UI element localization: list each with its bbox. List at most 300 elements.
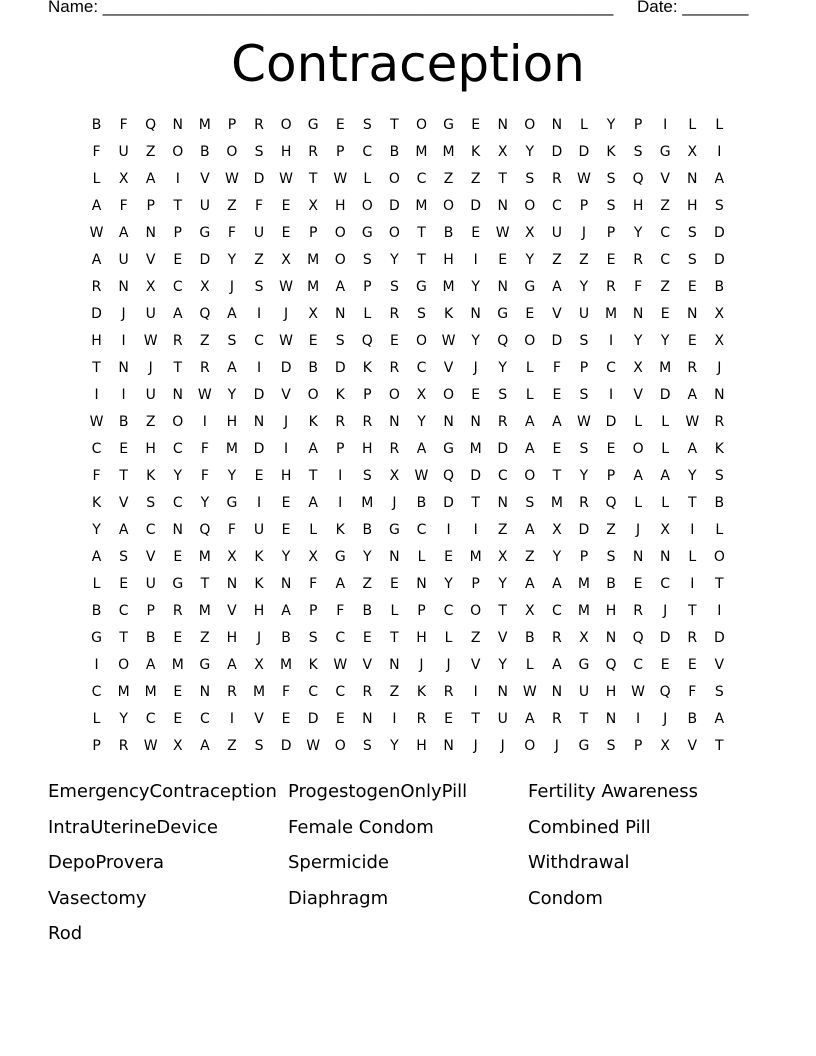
grid-letter: H: [632, 198, 644, 214]
grid-letter: R: [552, 171, 562, 187]
grid-letter: N: [443, 414, 454, 430]
grid-letter: V: [362, 657, 373, 673]
grid-letter: W: [333, 657, 348, 673]
grid-row: [83, 706, 733, 733]
grid-row: [83, 382, 733, 409]
name-field-label: Name: ______________________________________________________: [48, 0, 614, 16]
grid-letter: H: [686, 198, 698, 214]
grid-letter: J: [284, 414, 289, 430]
grid-letter: K: [335, 522, 345, 538]
grid-letter: C: [172, 279, 183, 295]
grid-letter: K: [308, 657, 318, 673]
grid-letter: Y: [687, 468, 697, 484]
grid-letter: X: [660, 522, 670, 538]
grid-letter: E: [552, 387, 562, 403]
grid-letter: P: [579, 198, 589, 214]
grid-letter: N: [416, 576, 427, 592]
grid-letter: K: [308, 414, 318, 430]
grid-letter: B: [443, 225, 454, 241]
grid-letter: C: [91, 441, 102, 457]
grid-letter: Z: [145, 414, 156, 430]
grid-letter: B: [200, 144, 210, 160]
grid-letter: N: [443, 738, 454, 754]
grid-letter: W: [279, 279, 293, 295]
grid-letter: Y: [444, 576, 453, 592]
grid-letter: Q: [605, 657, 617, 673]
grid-letter: N: [497, 279, 508, 295]
grid-letter: E: [606, 441, 616, 457]
grid-letter: O: [172, 414, 184, 430]
grid-letter: T: [390, 630, 399, 646]
grid-letter: S: [606, 171, 616, 187]
grid-letter: T: [308, 171, 318, 187]
grid-letter: Q: [361, 333, 373, 349]
grid-letter: M: [469, 441, 482, 457]
grid-letter: A: [227, 306, 237, 322]
grid-row: [83, 166, 733, 193]
grid-letter: V: [443, 360, 454, 376]
grid-letter: I: [636, 711, 641, 727]
grid-letter: S: [254, 738, 264, 754]
grid-letter: V: [470, 657, 481, 673]
grid-letter: C: [335, 630, 346, 646]
grid-letter: C: [416, 360, 427, 376]
grid-letter: Y: [498, 360, 507, 376]
grid-letter: P: [417, 603, 426, 619]
grid-letter: G: [524, 279, 536, 295]
grid-letter: V: [552, 306, 562, 322]
header: [48, 0, 748, 18]
grid-letter: Z: [660, 198, 670, 214]
grid-letter: F: [119, 198, 128, 214]
grid-letter: C: [551, 603, 562, 619]
grid-letter: V: [687, 738, 698, 754]
grid-letter: S: [579, 333, 589, 349]
grid-letter: X: [308, 549, 318, 565]
grid-letter: B: [524, 630, 535, 646]
grid-letter: F: [92, 144, 101, 160]
grid-letter: A: [227, 360, 237, 376]
grid-letter: E: [633, 576, 643, 592]
grid-letter: H: [226, 630, 238, 646]
grid-letter: I: [338, 495, 343, 511]
grid-letter: I: [338, 468, 343, 484]
grid-letter: N: [551, 117, 563, 133]
grid-letter: L: [715, 117, 724, 133]
grid-letter: C: [172, 441, 183, 457]
grid-letter: Q: [632, 171, 644, 187]
grid-letter: P: [308, 603, 318, 619]
grid-letter: I: [690, 522, 695, 538]
grid-letter: H: [605, 603, 617, 619]
grid-letter: H: [443, 252, 454, 268]
grid-letter: R: [362, 684, 373, 700]
grid-letter: U: [578, 684, 590, 700]
grid-letter: N: [497, 117, 508, 133]
grid-letter: M: [577, 576, 590, 592]
grid-letter: S: [606, 549, 616, 565]
grid-letter: T: [390, 117, 399, 133]
grid-letter: O: [415, 117, 427, 133]
grid-letter: K: [335, 387, 345, 403]
grid-row: [83, 247, 733, 274]
grid-letter: C: [199, 711, 210, 727]
grid-letter: E: [444, 549, 453, 565]
grid-letter: A: [172, 306, 183, 322]
grid-letter: K: [146, 468, 156, 484]
grid-letter: J: [121, 306, 126, 322]
grid-letter: R: [172, 603, 183, 619]
grid-letter: G: [659, 144, 671, 160]
grid-letter: S: [633, 144, 643, 160]
grid-letter: G: [443, 441, 454, 457]
grid-letter: C: [660, 252, 671, 268]
grid-row: [83, 463, 733, 490]
grid-letter: W: [441, 333, 456, 349]
grid-letter: A: [91, 252, 102, 268]
grid-letter: L: [363, 306, 372, 322]
grid-letter: J: [229, 279, 234, 295]
grid-letter: L: [417, 549, 426, 565]
grid-letter: J: [717, 360, 722, 376]
grid-letter: Y: [92, 522, 101, 538]
grid-letter: P: [173, 225, 182, 241]
grid-letter: A: [118, 225, 129, 241]
grid-letter: N: [659, 549, 671, 565]
grid-letter: Y: [660, 333, 670, 349]
grid-letter: Y: [390, 738, 399, 754]
grid-letter: K: [91, 495, 102, 511]
word-list-item: Female Condom: [288, 816, 434, 838]
grid-letter: M: [225, 441, 238, 457]
grid-letter: D: [605, 414, 617, 430]
grid-letter: O: [388, 171, 400, 187]
grid-letter: A: [525, 414, 535, 430]
grid-letter: A: [687, 441, 698, 457]
grid-letter: S: [308, 630, 318, 646]
grid-letter: A: [281, 603, 291, 619]
grid-letter: O: [334, 225, 346, 241]
grid-letter: R: [443, 684, 454, 700]
grid-letter: B: [91, 117, 102, 133]
grid-letter: N: [551, 684, 563, 700]
grid-letter: E: [173, 684, 183, 700]
grid-letter: E: [498, 252, 508, 268]
grid-letter: A: [145, 171, 156, 187]
grid-letter: S: [254, 144, 264, 160]
grid-letter: O: [443, 387, 455, 403]
grid-letter: N: [362, 711, 373, 727]
grid-letter: K: [606, 144, 616, 160]
grid-letter: P: [606, 468, 616, 484]
grid-letter: L: [580, 117, 588, 133]
grid-letter: Y: [552, 549, 562, 565]
grid-letter: L: [92, 711, 101, 727]
grid-letter: R: [172, 333, 183, 349]
grid-letter: K: [416, 684, 427, 700]
grid-letter: M: [307, 279, 320, 295]
grid-letter: P: [579, 360, 589, 376]
grid-letter: G: [334, 549, 346, 565]
grid-letter: D: [578, 144, 590, 160]
grid-letter: S: [362, 117, 372, 133]
grid-letter: W: [522, 684, 537, 700]
grid-letter: F: [119, 117, 128, 133]
grid-letter: W: [225, 171, 239, 187]
grid-letter: G: [443, 117, 454, 133]
grid-letter: Z: [552, 252, 562, 268]
grid-letter: X: [579, 630, 589, 646]
grid-letter: V: [281, 387, 291, 403]
word-list-item: DepoProvera: [48, 852, 165, 874]
grid-letter: Y: [363, 549, 372, 565]
grid-letter: F: [200, 441, 209, 457]
grid-letter: O: [388, 387, 400, 403]
grid-letter: C: [362, 144, 373, 160]
grid-letter: P: [633, 117, 643, 133]
grid-letter: M: [307, 252, 320, 268]
grid-letter: L: [525, 657, 534, 673]
grid-letter: N: [199, 684, 211, 700]
grid-letter: I: [473, 522, 478, 538]
grid-letter: A: [552, 657, 562, 673]
grid-letter: V: [145, 549, 156, 565]
grid-letter: E: [173, 252, 183, 268]
grid-letter: X: [145, 279, 156, 295]
grid-letter: S: [714, 684, 724, 700]
grid-letter: I: [717, 144, 722, 160]
grid-letter: G: [361, 225, 373, 241]
grid-row: [83, 490, 733, 517]
grid-letter: E: [660, 657, 670, 673]
grid-letter: T: [471, 711, 480, 727]
grid-letter: E: [119, 576, 129, 592]
grid-letter: E: [281, 495, 291, 511]
grid-letter: J: [581, 225, 587, 241]
grid-letter: M: [469, 549, 482, 565]
grid-letter: X: [254, 657, 264, 673]
grid-letter: R: [714, 414, 725, 430]
grid-letter: Y: [606, 117, 616, 133]
grid-letter: W: [577, 171, 591, 187]
grid-letter: A: [633, 468, 643, 484]
grid-letter: S: [606, 738, 616, 754]
word-list-item: Rod: [48, 923, 83, 945]
grid-row: [83, 355, 733, 382]
grid-letter: M: [198, 549, 211, 565]
grid-letter: A: [525, 522, 535, 538]
grid-letter: I: [121, 333, 126, 349]
grid-letter: X: [281, 252, 291, 268]
grid-letter: M: [198, 603, 211, 619]
grid-letter: X: [524, 603, 535, 619]
grid-letter: H: [362, 441, 373, 457]
grid-letter: E: [471, 225, 481, 241]
grid-letter: M: [442, 144, 455, 160]
grid-letter: N: [335, 306, 346, 322]
grid-letter: X: [200, 279, 210, 295]
grid-letter: Y: [498, 657, 507, 673]
grid-letter: E: [471, 117, 481, 133]
grid-letter: B: [118, 414, 129, 430]
grid-letter: J: [636, 522, 641, 538]
grid-letter: O: [443, 198, 455, 214]
grid-letter: D: [578, 522, 590, 538]
grid-letter: W: [306, 738, 321, 754]
grid-letter: C: [145, 711, 156, 727]
grid-letter: U: [145, 306, 156, 322]
grid-letter: W: [495, 225, 510, 241]
grid-letter: C: [497, 468, 508, 484]
grid-letter: H: [91, 333, 102, 349]
grid-letter: U: [118, 252, 129, 268]
grid-letter: G: [199, 657, 211, 673]
grid-letter: Y: [633, 333, 643, 349]
grid-letter: D: [280, 360, 292, 376]
grid-letter: A: [525, 441, 535, 457]
grid-letter: Y: [471, 279, 480, 295]
grid-letter: N: [389, 657, 400, 673]
grid-letter: R: [552, 630, 562, 646]
grid-letter: E: [335, 711, 345, 727]
word-list-item: EmergencyContraception: [48, 781, 277, 802]
grid-letter: H: [253, 603, 265, 619]
page-title: Contraception: [231, 35, 585, 93]
grid-letter: W: [685, 414, 700, 430]
grid-letter: S: [362, 252, 372, 268]
grid-letter: M: [252, 684, 266, 700]
grid-letter: C: [416, 522, 427, 538]
grid-letter: G: [226, 495, 238, 511]
grid-letter: A: [714, 711, 725, 727]
grid-letter: S: [227, 333, 237, 349]
grid-letter: J: [392, 495, 397, 511]
grid-letter: N: [172, 522, 184, 538]
grid-letter: C: [606, 360, 616, 376]
grid-letter: X: [308, 198, 318, 214]
grid-letter: G: [172, 576, 184, 592]
grid-letter: A: [145, 657, 156, 673]
grid-letter: G: [91, 630, 102, 646]
grid-letter: S: [119, 549, 129, 565]
grid-letter: A: [118, 522, 129, 538]
grid-letter: I: [202, 414, 207, 430]
grid-letter: X: [660, 738, 670, 754]
grid-letter: R: [416, 711, 427, 727]
grid-letter: Z: [443, 171, 454, 187]
grid-row: [83, 544, 733, 571]
grid-letter: V: [714, 657, 725, 673]
grid-letter: C: [416, 171, 427, 187]
grid-letter: N: [632, 306, 644, 322]
grid-letter: F: [309, 576, 318, 592]
grid-letter: N: [605, 630, 617, 646]
grid-letter: S: [362, 738, 372, 754]
grid-letter: F: [92, 468, 101, 484]
grid-letter: Q: [199, 522, 211, 538]
grid-letter: E: [281, 198, 291, 214]
grid-letter: M: [144, 684, 157, 700]
grid-letter: D: [253, 387, 265, 403]
grid-letter: V: [145, 252, 156, 268]
grid-letter: W: [279, 333, 293, 349]
grid-letter: Z: [227, 738, 237, 754]
grid-letter: Z: [200, 333, 210, 349]
grid-letter: P: [308, 225, 318, 241]
grid-letter: W: [143, 333, 158, 349]
grid-letter: N: [497, 198, 508, 214]
grid-letter: Y: [390, 252, 399, 268]
grid-letter: B: [714, 279, 725, 295]
grid-letter: G: [388, 522, 400, 538]
grid-letter: L: [634, 414, 642, 430]
grid-letter: B: [416, 495, 427, 511]
grid-letter: W: [631, 684, 646, 700]
grid-letter: P: [606, 225, 616, 241]
grid-letter: E: [389, 576, 399, 592]
grid-letter: Y: [633, 225, 643, 241]
grid-letter: H: [280, 468, 292, 484]
grid-letter: R: [389, 441, 400, 457]
grid-letter: A: [91, 549, 102, 565]
grid-letter: V: [497, 630, 508, 646]
grid-letter: S: [714, 468, 724, 484]
grid-letter: N: [714, 387, 725, 403]
grid-letter: O: [524, 198, 536, 214]
grid-letter: A: [552, 576, 562, 592]
grid-letter: U: [497, 711, 508, 727]
grid-letter: N: [280, 576, 292, 592]
grid-letter: K: [443, 306, 454, 322]
grid-letter: D: [551, 144, 563, 160]
grid-letter: L: [525, 360, 534, 376]
word-list-item: Vasectomy: [48, 887, 147, 909]
grid-row: [83, 625, 733, 652]
grid-letter: O: [632, 441, 644, 457]
grid-letter: N: [632, 549, 644, 565]
grid-letter: M: [415, 144, 428, 160]
grid-letter: Y: [227, 468, 237, 484]
grid-letter: D: [713, 630, 725, 646]
grid-letter: R: [579, 495, 589, 511]
grid-letter: P: [92, 738, 101, 754]
grid-letter: J: [473, 738, 478, 754]
grid-letter: E: [335, 117, 345, 133]
grid-row: [83, 436, 733, 463]
word-list-item: Combined Pill: [528, 816, 651, 838]
grid-letter: U: [118, 144, 129, 160]
grid-letter: T: [687, 495, 697, 511]
grid-letter: E: [254, 468, 264, 484]
grid-letter: A: [308, 441, 318, 457]
grid-letter: B: [714, 495, 725, 511]
grid-letter: A: [714, 171, 725, 187]
grid-letter: R: [497, 414, 508, 430]
grid-letter: E: [362, 630, 372, 646]
grid-letter: N: [145, 225, 156, 241]
grid-letter: F: [254, 198, 264, 214]
word-list-item: Withdrawal: [528, 852, 630, 874]
grid-letter: Z: [389, 684, 400, 700]
grid-letter: E: [525, 306, 535, 322]
grid-letter: L: [688, 117, 697, 133]
grid-row: [83, 598, 733, 625]
grid-letter: N: [470, 306, 481, 322]
grid-letter: M: [198, 117, 211, 133]
grid-letter: H: [334, 198, 346, 214]
grid-letter: S: [525, 495, 535, 511]
grid-letter: H: [416, 630, 427, 646]
